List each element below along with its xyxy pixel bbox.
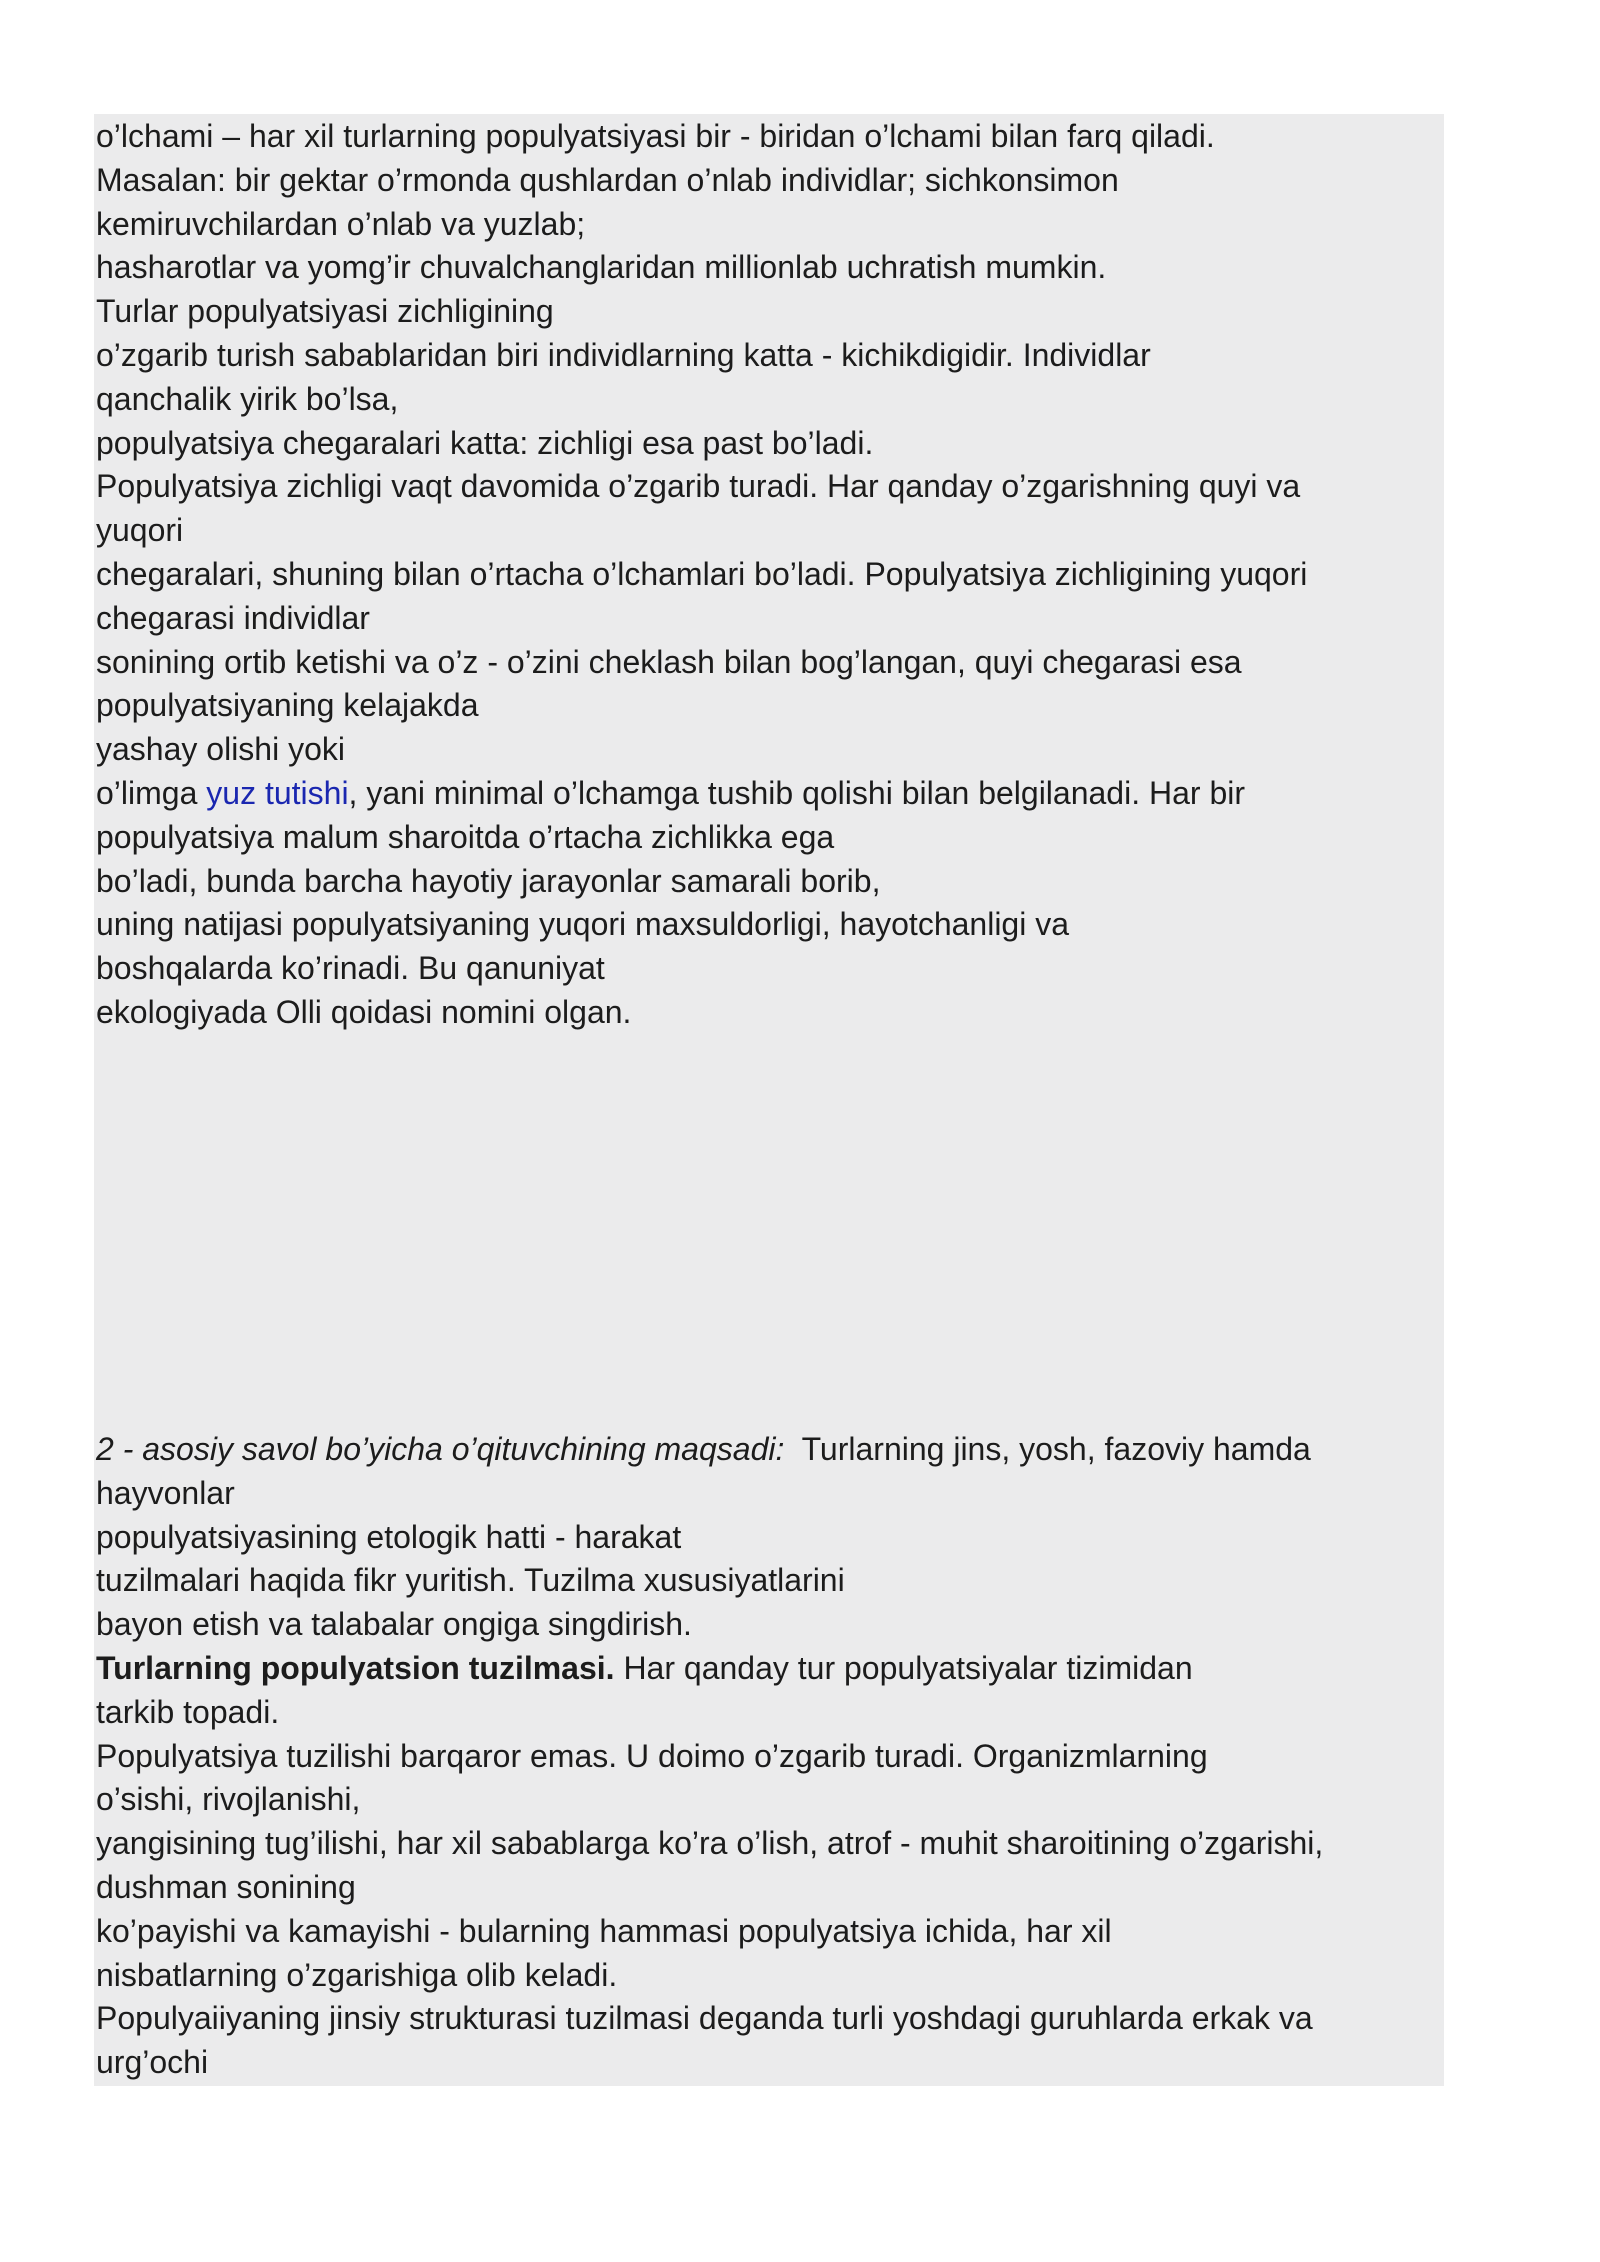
text-line: Populyatsiya zichligi vaqt davomida o’zgarib turadi. Har qanday o’zgarishning quyi va <box>96 468 1301 505</box>
text-line: boshqalarda ko’rinadi. Bu qanuniyat <box>96 950 605 987</box>
text-line: sonining ortib ketishi va o’z - o’zini cheklash bilan bog’langan, quyi chegarasi esa <box>96 643 1242 680</box>
text-segment: Har qanday tur populyatsiyalar tizimidan <box>614 1649 1193 1686</box>
section-heading: Turlarning populyatsion tuzilmasi. <box>96 1649 615 1686</box>
text-line: bo’ladi, bunda barcha hayotiy jarayonlar samarali borib, <box>96 862 881 899</box>
text-segment: , yani minimal o’lchamga tushib qolishi bilan belgilanadi. Har bir <box>348 774 1245 811</box>
text-line: Turlar populyatsiyasi zichligining <box>96 293 554 330</box>
text-line: uning natijasi populyatsiyaning yuqori maxsuldorligi, hayotchanligi va <box>96 906 1070 943</box>
text-line: tuzilmalari haqida fikr yuritish. Tuzilma xususiyatlarini <box>96 1562 845 1599</box>
text-line <box>96 1428 1441 1472</box>
section-2-text <box>96 1428 1441 2085</box>
text-line: bayon etish va talabalar ongiga singdirish. <box>96 1606 692 1643</box>
yuz-tutishi-link[interactable]: yuz tutishi <box>206 774 349 811</box>
text-line: Populyaiiyaning jinsiy strukturasi tuzilmasi deganda turli yoshdagi guruhlarda erkak va <box>96 2000 1313 2037</box>
text-line: tarkib topadi. <box>96 1693 280 1730</box>
text-segment: Turlarning jins, yosh, fazoviy hamda <box>784 1431 1311 1467</box>
text-line: o’sishi, rivojlanishi, <box>96 1781 361 1818</box>
text-line: Masalan: bir gektar o’rmonda qushlardan o’nlab individlar; sichkonsimon <box>96 161 1119 198</box>
text-line: ekologiyada Olli qoidasi nomini olgan. <box>96 993 632 1030</box>
text-line: chegarasi individlar <box>96 599 370 636</box>
text-line: ko’payishi va kamayishi - bularning hammasi populyatsiya ichida, har xil <box>96 1912 1112 1949</box>
text-line: populyatsiyaning kelajakda <box>96 687 479 724</box>
text-line: qanchalik yirik bo’lsa, <box>96 380 399 417</box>
text-line: populyatsiya malum sharoitda o’rtacha zichlikka ega <box>96 818 835 855</box>
text-line: yuqori <box>96 512 184 549</box>
text-line: Populyatsiya tuzilishi barqaror emas. U doimo o’zgarib turadi. Organizmlarning <box>96 1737 1208 1774</box>
text-line: o’lchami – har xil turlarning populyatsiyasi bir - biridan o’lchami bilan farq qiladi. <box>96 118 1215 154</box>
text-line: urg’ochi <box>96 2044 209 2081</box>
text-line: chegaralari, shuning bilan o’rtacha o’lchamlari bo’ladi. Populyatsiya zichligining yuqori <box>96 555 1308 592</box>
text-line: hayvonlar <box>96 1474 235 1511</box>
goal-heading: 2 - asosiy savol bo’yicha o’qituvchining maqsadi: <box>96 1431 785 1467</box>
text-line: yangisining tug’ilishi, har xil sabablarga ko’ra o’lish, atrof - muhit sharoitining o’zgarishi, <box>96 1825 1324 1862</box>
text-line-with-link <box>96 772 1441 816</box>
text-line: o’zgarib turish sabablaridan biri individlarning katta - kichikdigidir. Individlar <box>96 336 1151 373</box>
section-1-text <box>96 115 1441 1035</box>
text-line: hasharotlar va yomg’ir chuvalchanglaridan millionlab uchratish mumkin. <box>96 249 1107 286</box>
text-line: populyatsiya chegaralari katta: zichligi esa past bo’ladi. <box>96 424 874 461</box>
text-segment: o’limga <box>96 774 207 811</box>
text-line: populyatsiyasining etologik hatti - harakat <box>96 1518 682 1555</box>
text-line: dushman sonining <box>96 1868 356 1905</box>
text-line: yashay olishi yoki <box>96 731 345 768</box>
text-line: kemiruvchilardan o’nlab va yuzlab; <box>96 205 586 242</box>
text-line <box>96 1647 1441 1691</box>
text-line: nisbatlarning o’zgarishiga olib keladi. <box>96 1956 618 1993</box>
